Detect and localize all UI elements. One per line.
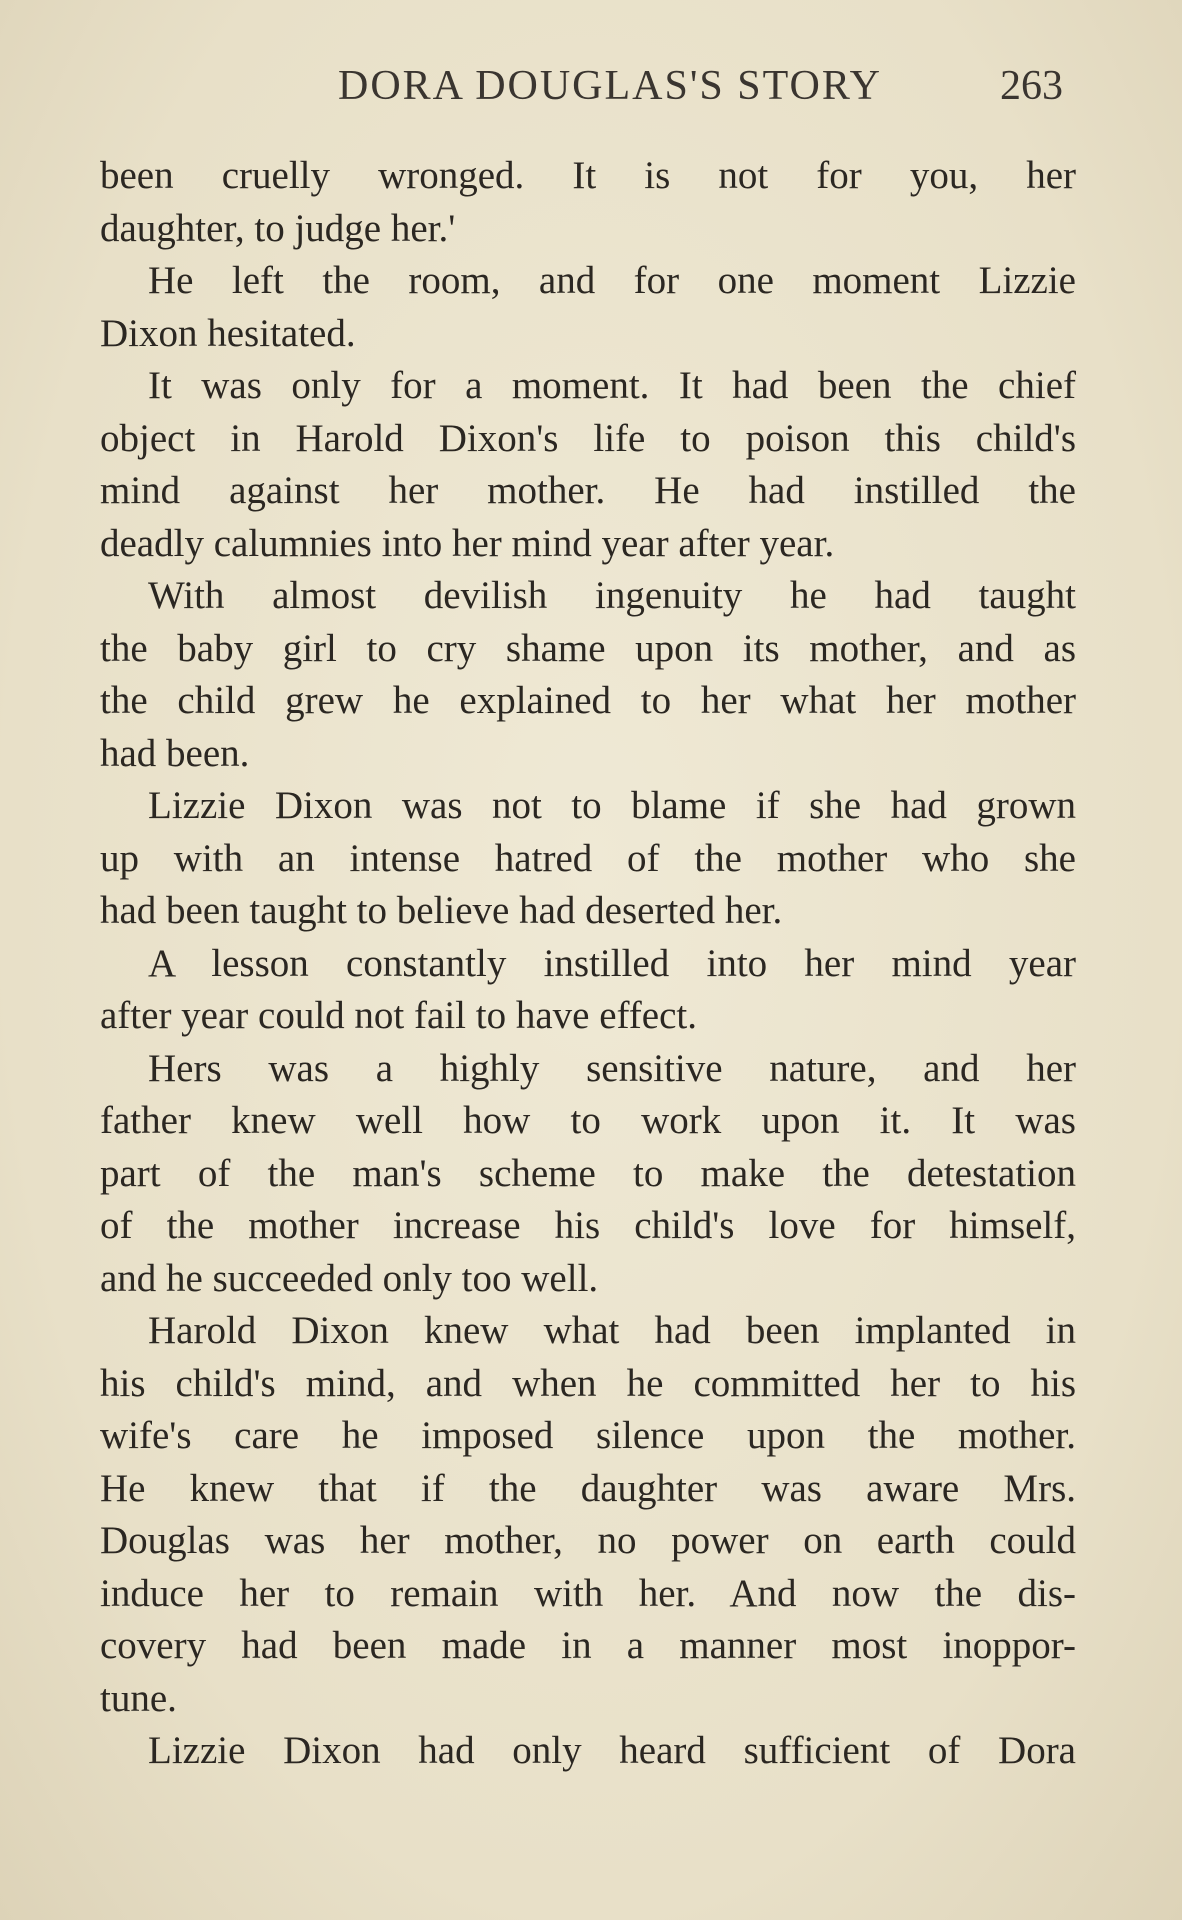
text-line: mind against her mother. He had instilled the — [100, 469, 1076, 512]
text-line: daughter, to judge her.' — [100, 206, 456, 250]
text-line: Hers was a highly sensitive nature, and her — [148, 1046, 1076, 1090]
text-line: the baby girl to cry shame upon its mother, and as — [100, 626, 1076, 670]
text-line: up with an intense hatred of the mother who she — [100, 836, 1076, 880]
body-text — [100, 150, 1076, 1778]
text-line: Dixon hesitated. — [100, 311, 356, 355]
text-line: object in Harold Dixon's life to poison this child's — [100, 416, 1076, 460]
text-line: father knew well how to work upon it. It was — [100, 1099, 1076, 1142]
text-line: Lizzie Dixon had only heard sufficient of Dora — [148, 1729, 1076, 1772]
text-line: had been taught to believe had deserted her. — [100, 889, 783, 932]
text-line: been cruelly wronged. It is not for you, her — [100, 154, 1076, 197]
text-line: after year could not fail to have effect. — [100, 994, 697, 1037]
text-line: the child grew he explained to her what her mother — [100, 679, 1076, 722]
text-line: induce her to remain with her. And now the dis- — [100, 1571, 1076, 1615]
text-line: Lizzie Dixon was not to blame if she had grown — [148, 784, 1076, 827]
text-line: A lesson constantly instilled into her mind year — [148, 941, 1076, 985]
text-line: and he succeeded only too well. — [100, 1256, 599, 1300]
text-line: deadly calumnies into her mind year after year. — [100, 521, 835, 565]
text-line: part of the man's scheme to make the detestation — [100, 1151, 1076, 1195]
text-line: wife's care he imposed silence upon the mother. — [100, 1414, 1076, 1457]
page-number: 263 — [1000, 63, 1063, 109]
text-line: With almost devilish ingenuity he had taught — [148, 574, 1076, 617]
running-title: DORA DOUGLAS'S STORY — [338, 63, 882, 109]
text-line: of the mother increase his child's love for himself, — [100, 1204, 1076, 1247]
text-line: It was only for a moment. It had been the chief — [148, 364, 1076, 407]
running-head — [0, 62, 1182, 122]
text-line: his child's mind, and when he committed her to his — [100, 1361, 1076, 1405]
text-line: He knew that if the daughter was aware Mrs. — [100, 1466, 1076, 1510]
text-line: tune. — [100, 1676, 177, 1720]
text-line: had been. — [100, 731, 250, 775]
text-line: covery had been made in a manner most inoppor- — [100, 1624, 1076, 1667]
text-line: Douglas was her mother, no power on earth could — [100, 1519, 1076, 1562]
text-line: Harold Dixon knew what had been implanted in — [148, 1309, 1076, 1352]
text-line: He left the room, and for one moment Lizzie — [148, 259, 1076, 302]
